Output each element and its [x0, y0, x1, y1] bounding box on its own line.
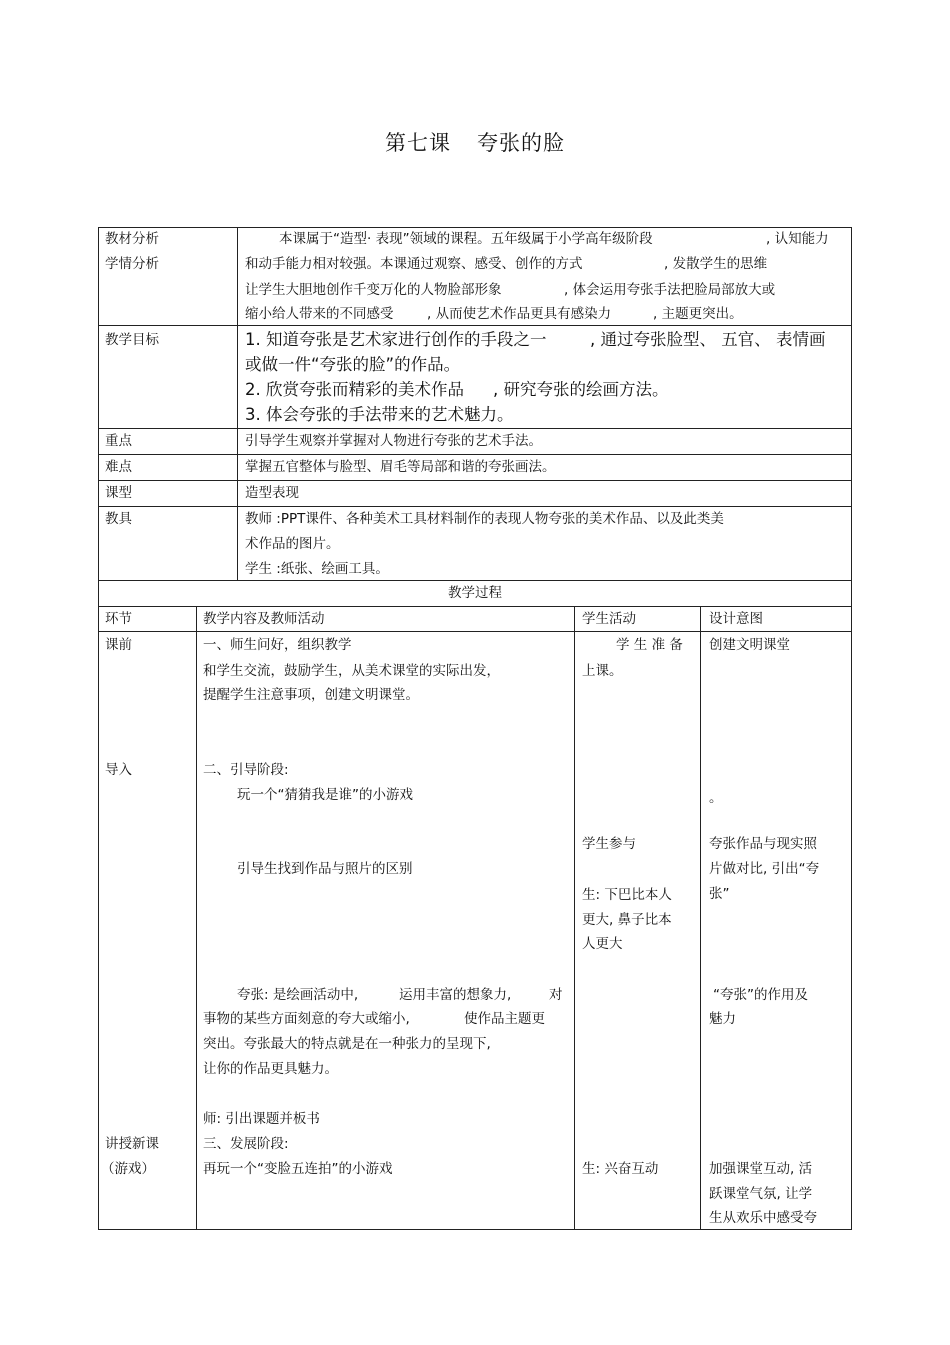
- analysis-line: 让学生大胆地创作千变万化的人物脸部形象: [245, 282, 502, 298]
- analysis-line: 缩小给人带来的不同感受: [245, 306, 394, 322]
- row-line: [98, 506, 852, 507]
- content-line: 让你的作品更具魅力。: [203, 1061, 338, 1077]
- lesson-name: 夸张的脸: [477, 131, 565, 155]
- analysis-line: , 发散学生的思维: [664, 256, 768, 272]
- student-line: 人更大: [582, 936, 623, 952]
- stage-label: 课前: [105, 637, 132, 653]
- col-line: [196, 606, 197, 1229]
- intent-line: 跃课堂气氛, 让学: [709, 1186, 813, 1202]
- row-line: [98, 454, 852, 455]
- label-teaching-goals: 教学目标: [105, 332, 159, 348]
- student-line: 上课。: [582, 663, 623, 679]
- page-title: [0, 127, 950, 157]
- content-line: 玩一个“猜猜我是谁”的小游戏: [237, 787, 413, 803]
- table-border-left: [98, 227, 99, 1230]
- goal-line: 3. 体会夸张的手法带来的艺术魅力。: [245, 405, 514, 424]
- intent-line: 。: [709, 790, 723, 806]
- row-line: [98, 428, 852, 429]
- student-line: 学生参与: [582, 836, 636, 852]
- content-line: 使作品主题更: [464, 1011, 545, 1027]
- intent-line: 张”: [709, 886, 730, 902]
- row-line: [98, 606, 852, 607]
- content-line: 突出。夸张最大的特点就是在一种张力的呈现下,: [203, 1036, 491, 1052]
- goal-line: 1. 知道夸张是艺术家进行创作的手段之一: [245, 330, 547, 349]
- row-line: [98, 325, 852, 326]
- difficulty-text: 掌握五官整体与脸型、眉毛等局部和谐的夸张画法。: [245, 459, 556, 475]
- student-line: 生: 兴奋互动: [582, 1161, 659, 1177]
- content-line: 师: 引出课题并板书: [203, 1111, 320, 1127]
- teaching-aids-line: 学生 :纸张、绘画工具。: [245, 561, 389, 577]
- table-border-right: [851, 227, 852, 1230]
- goal-line: , 通过夸张脸型、 五官、 表情画: [590, 330, 826, 349]
- col-line: [574, 606, 575, 1229]
- content-line: 引导生找到作品与照片的区别: [237, 861, 413, 877]
- intent-line: 加强课堂互动, 活: [709, 1161, 813, 1177]
- row-line: [98, 1229, 852, 1230]
- intent-line: 片做对比, 引出“夸: [709, 861, 820, 877]
- student-line: 学 生 准 备: [616, 637, 683, 653]
- content-line: 夸张: 是绘画活动中,: [237, 987, 359, 1003]
- content-line: 和学生交流，鼓励学生，从美术课堂的实际出发，: [203, 663, 500, 679]
- label-teaching-aids: 教具: [105, 511, 132, 527]
- column-header-stage: 环节: [105, 611, 132, 627]
- process-header: 教学过程: [448, 585, 502, 601]
- stage-label: 讲授新课: [105, 1136, 159, 1152]
- column-header-content: 教学内容及教师活动: [203, 611, 325, 627]
- analysis-line: , 主题更突出。: [653, 306, 743, 322]
- label-student-analysis: 学情分析: [105, 256, 159, 272]
- label-textbook-analysis: 教材分析: [105, 231, 159, 247]
- stage-label: （游戏）: [101, 1161, 155, 1177]
- content-line: 再玩一个“变脸五连拍”的小游戏: [203, 1161, 393, 1177]
- content-line: 事物的某些方面刻意的夸大或缩小,: [203, 1011, 410, 1027]
- content-line: 二、引导阶段:: [203, 762, 289, 778]
- column-header-intent: 设计意图: [709, 611, 763, 627]
- goal-line: 或做一件“夸张的脸”的作品。: [245, 355, 461, 374]
- teaching-aids-line: 教师 :PPT课件、各种美术工具材料制作的表现人物夸张的美术作品、以及此类美: [245, 511, 724, 527]
- row-line: [98, 631, 852, 632]
- content-line: 运用丰富的想象力,: [399, 987, 512, 1003]
- content-line: 三、发展阶段:: [203, 1136, 289, 1152]
- lesson-type-text: 造型表现: [245, 485, 299, 501]
- content-line: 提醒学生注意事项，创建文明课堂。: [203, 687, 419, 703]
- col-line: [237, 227, 238, 580]
- row-line: [98, 580, 852, 581]
- col-line: [700, 606, 701, 1229]
- teaching-aids-line: 术作品的图片。: [245, 536, 340, 552]
- stage-label: 导入: [105, 762, 132, 778]
- intent-line: 夸张作品与现实照: [709, 836, 817, 852]
- intent-line: 生从欢乐中感受夸: [709, 1210, 817, 1226]
- goal-line: 2. 欣赏夸张而精彩的美术作品: [245, 380, 464, 399]
- student-line: 更大, 鼻子比本: [582, 912, 672, 928]
- row-line: [98, 227, 852, 228]
- intent-line: 创建文明课堂: [709, 637, 790, 653]
- row-line: [98, 480, 852, 481]
- content-line: 对: [549, 987, 563, 1003]
- label-difficulty: 难点: [105, 459, 132, 475]
- analysis-line: , 认知能力: [766, 231, 829, 247]
- analysis-line: , 体会运用夸张手法把脸局部放大或: [564, 282, 776, 298]
- column-header-student: 学生活动: [582, 611, 636, 627]
- analysis-line: , 从而使艺术作品更具有感染力: [427, 306, 612, 322]
- intent-line: “夸张”的作用及: [713, 987, 808, 1003]
- intent-line: 魅力: [709, 1011, 736, 1027]
- analysis-line: 本课属于“造型· 表现”领域的课程。五年级属于小学高年级阶段: [279, 231, 653, 247]
- label-key-point: 重点: [105, 433, 132, 449]
- student-line: 生: 下巴比本人: [582, 887, 672, 903]
- key-point-text: 引导学生观察并掌握对人物进行夸张的艺术手法。: [245, 433, 542, 449]
- lesson-number: 第七课: [385, 131, 451, 155]
- analysis-line: 和动手能力相对较强。本课通过观察、感受、创作的方式: [245, 256, 583, 272]
- goal-line: , 研究夸张的绘画方法。: [493, 380, 669, 399]
- label-lesson-type: 课型: [105, 485, 132, 501]
- content-line: 一、师生问好，组织教学: [203, 637, 352, 653]
